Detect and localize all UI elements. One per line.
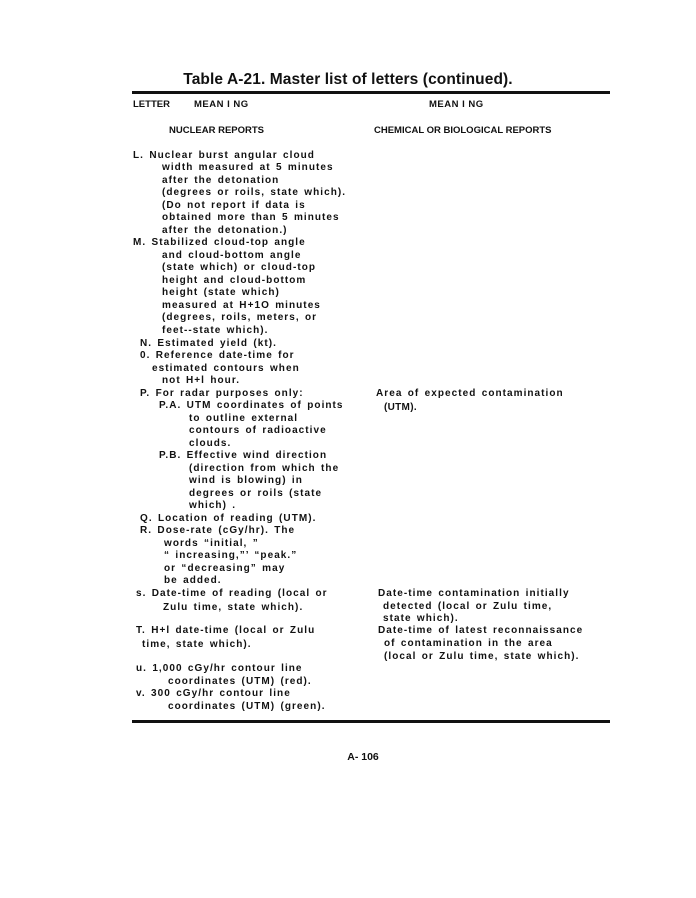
left-line: and cloud-bottom angle — [162, 250, 302, 261]
page-number: A- 106 — [347, 751, 379, 763]
left-line: not H+l hour. — [162, 375, 241, 386]
left-line: 0. Reference date-time for — [140, 350, 295, 361]
left-line: degrees or roils (state — [189, 488, 323, 499]
right-line: (local or Zulu time, state which). — [384, 651, 580, 662]
top-rule — [132, 91, 610, 94]
header-letter: LETTER — [133, 99, 170, 110]
left-line: coordinates (UTM) (green). — [168, 701, 326, 712]
left-line: Zulu time, state which). — [163, 602, 304, 613]
left-line: (degrees or roils, state which). — [162, 187, 347, 198]
left-line: feet--state which). — [162, 325, 269, 336]
left-line: N. Estimated yield (kt). — [140, 338, 277, 349]
right-line: Area of expected contamination — [376, 388, 564, 399]
table-caption: Table A-21. Master list of letters (continued). — [183, 71, 513, 88]
left-line: (Do not report if data is — [162, 200, 306, 211]
right-line: Date-time contamination initially — [378, 588, 570, 599]
left-line: width measured at 5 minutes — [162, 162, 334, 173]
subheader-nuclear: NUCLEAR REPORTS — [169, 125, 265, 136]
left-line: to outline external — [189, 413, 299, 424]
left-line: Q. Location of reading (UTM). — [140, 513, 317, 524]
left-line: (degrees, roils, meters, or — [162, 312, 318, 323]
left-line: T. H+l date-time (local or Zulu — [136, 625, 316, 636]
left-line: height and cloud-bottom — [162, 275, 307, 286]
left-line: u. 1,000 cGy/hr contour line — [136, 663, 303, 674]
left-line: “ increasing,”’ “peak.” — [164, 550, 298, 561]
left-line: contours of radioactive — [189, 425, 327, 436]
left-line: P. For radar purposes only: — [140, 388, 304, 399]
left-line: coordinates (UTM) (red). — [168, 676, 312, 687]
left-line: words “initial, ” — [164, 538, 259, 549]
left-line: which) . — [189, 500, 237, 511]
left-line: measured at H+1O minutes — [162, 300, 321, 311]
left-line: height (state which) — [162, 287, 280, 298]
left-line: be added. — [164, 575, 222, 586]
left-line: estimated contours when — [152, 363, 300, 374]
right-line: state which). — [383, 613, 459, 624]
left-line: or “decreasing” may — [164, 563, 286, 574]
left-line: after the detonation — [162, 175, 280, 186]
left-line: L. Nuclear burst angular cloud — [133, 150, 315, 161]
right-line: detected (local or Zulu time, — [383, 601, 553, 612]
subheader-chemical-biological: CHEMICAL OR BIOLOGICAL REPORTS — [374, 125, 552, 136]
left-line: s. Date-time of reading (local or — [136, 588, 328, 599]
left-line: wind is blowing) in — [189, 475, 303, 486]
left-line: clouds. — [189, 438, 232, 449]
left-line: (direction from which the — [189, 463, 340, 474]
right-line: (UTM). — [384, 402, 417, 413]
left-line: P.B. Effective wind direction — [159, 450, 328, 461]
header-meaning-left: MEAN I NG — [194, 99, 249, 110]
right-line: Date-time of latest reconnaissance — [378, 625, 584, 636]
left-line: v. 300 cGy/hr contour line — [136, 688, 291, 699]
left-line: M. Stabilized cloud-top angle — [133, 237, 306, 248]
right-line: of contamination in the area — [384, 638, 553, 649]
left-line: (state which) or cloud-top — [162, 262, 317, 273]
header-meaning-right: MEAN I NG — [429, 99, 484, 110]
left-line: R. Dose-rate (cGy/hr). The — [140, 525, 296, 536]
left-line: P.A. UTM coordinates of points — [159, 400, 344, 411]
left-line: time, state which). — [142, 639, 252, 650]
left-line: obtained more than 5 minutes — [162, 212, 340, 223]
left-line: after the detonation.) — [162, 225, 288, 236]
bottom-rule — [132, 720, 610, 723]
